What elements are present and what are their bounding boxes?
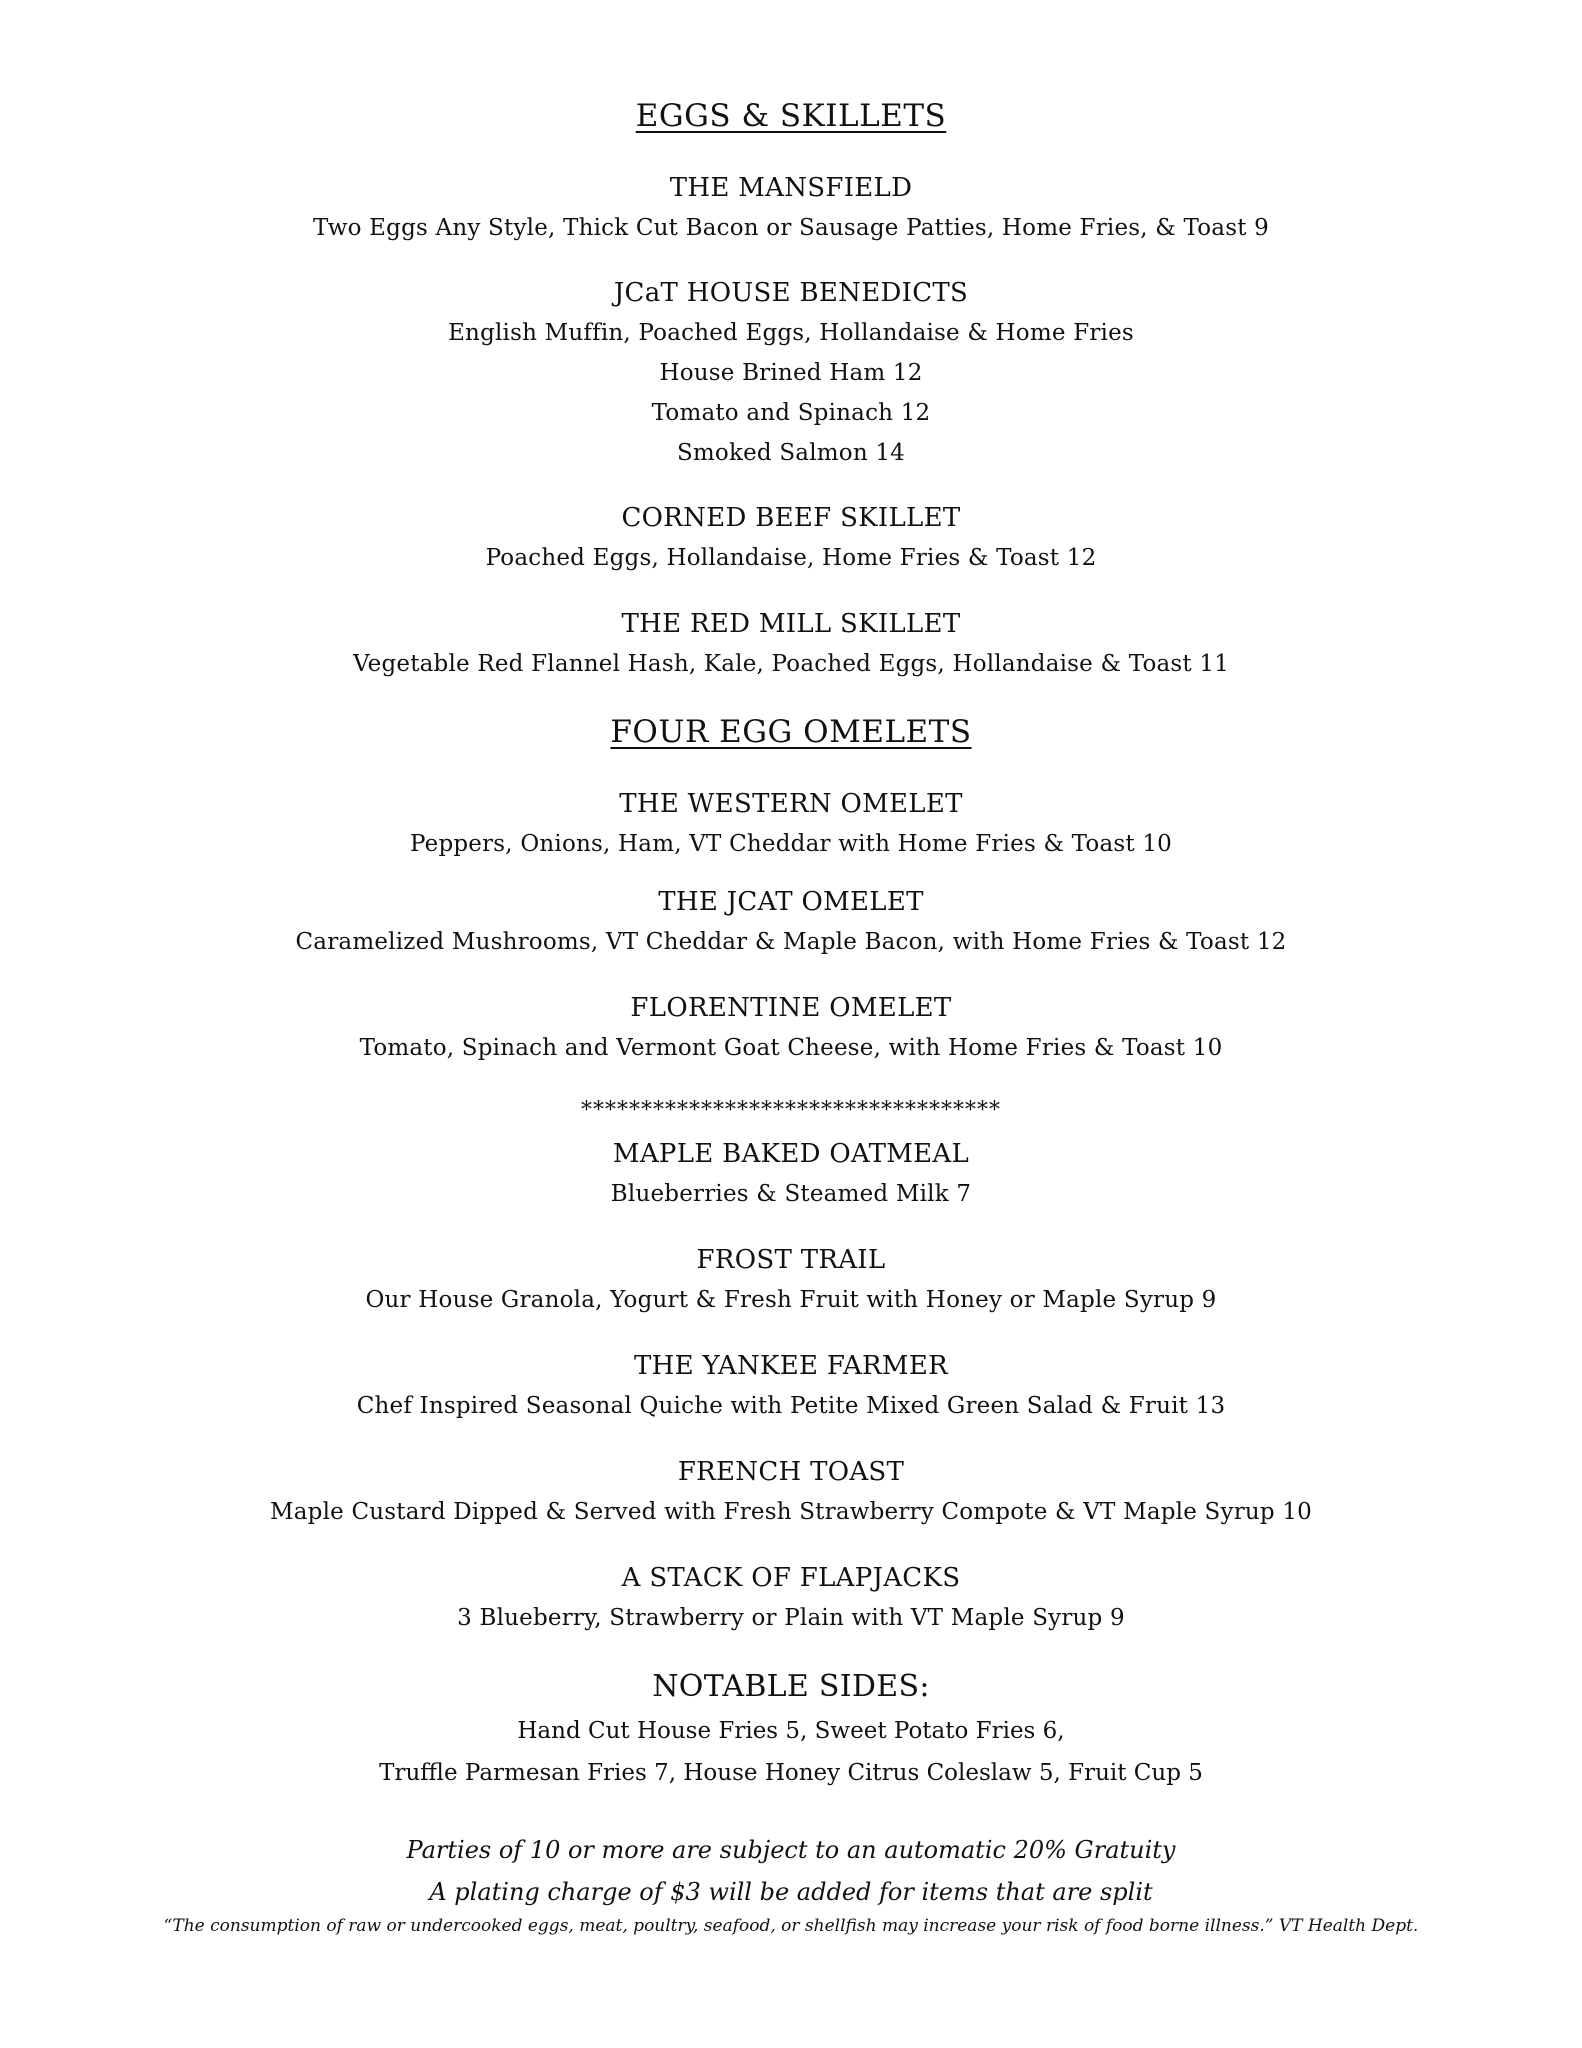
item-description: Caramelized Mushrooms, VT Cheddar & Maple Bacon, with Home Fries & Toast 12: [295, 929, 1287, 955]
item-name: THE JCAT OMELET: [658, 887, 924, 917]
item-name: FLORENTINE OMELET: [630, 993, 952, 1023]
menu-item-yankee-farmer: [0, 1346, 1582, 1426]
item-name: THE MANSFIELD: [669, 173, 913, 203]
health-disclaimer: “The consumption of raw or undercooked eggs, meat, poultry, seafood, or shellfish may increase your risk of food borne illness.” VT Health Dept.: [163, 1916, 1419, 1936]
sides-list: [0, 1710, 1582, 1794]
item-name: CORNED BEEF SKILLET: [621, 503, 961, 533]
item-description: Blueberries & Steamed Milk 7: [610, 1181, 972, 1207]
menu-item-corned-beef-skillet: [0, 498, 1582, 578]
menu-item-jcat-omelet: [0, 882, 1582, 962]
item-description: Tomato, Spinach and Vermont Goat Cheese, with Home Fries & Toast 10: [359, 1035, 1223, 1061]
item-name: THE RED MILL SKILLET: [621, 609, 961, 639]
item-name: FRENCH TOAST: [677, 1457, 905, 1487]
item-option: Tomato and Spinach 12: [651, 400, 931, 426]
item-name: MAPLE BAKED OATMEAL: [612, 1139, 970, 1169]
menu-item-maple-baked-oatmeal: [0, 1134, 1582, 1214]
item-description: English Muffin, Poached Eggs, Hollandaise & Home Fries: [448, 320, 1134, 346]
item-description: Peppers, Onions, Ham, VT Cheddar with Home Fries & Toast 10: [410, 831, 1172, 857]
asterisk-divider: ***********************************: [581, 1098, 1001, 1123]
item-option: House Brined Ham 12: [659, 360, 923, 386]
menu-item-frost-trail: [0, 1240, 1582, 1320]
item-description: Maple Custard Dipped & Served with Fresh Strawberry Compote & VT Maple Syrup 10: [269, 1499, 1313, 1525]
item-description: Poached Eggs, Hollandaise, Home Fries & Toast 12: [485, 545, 1097, 571]
section-title-omelets: FOUR EGG OMELETS: [610, 714, 972, 750]
item-description: Our House Granola, Yogurt & Fresh Fruit with Honey or Maple Syrup 9: [365, 1287, 1217, 1313]
item-description: Chef Inspired Seasonal Quiche with Petite Mixed Green Salad & Fruit 13: [356, 1393, 1226, 1419]
menu-item-flapjacks: [0, 1558, 1582, 1638]
item-description: Two Eggs Any Style, Thick Cut Bacon or Sausage Patties, Home Fries, & Toast 9: [313, 215, 1269, 241]
item-name: THE YANKEE FARMER: [634, 1351, 948, 1381]
menu-item-western-omelet: [0, 784, 1582, 864]
menu-item-red-mill-skillet: [0, 604, 1582, 684]
gratuity-note: Parties of 10 or more are subject to an automatic 20% Gratuity: [406, 1836, 1176, 1864]
item-option: Smoked Salmon 14: [676, 440, 906, 466]
item-name: A STACK OF FLAPJACKS: [621, 1563, 961, 1593]
menu-item-florentine-omelet: [0, 988, 1582, 1068]
menu-item-french-toast: [0, 1452, 1582, 1532]
sides-line: Hand Cut House Fries 5, Sweet Potato Fries 6,: [517, 1718, 1065, 1744]
split-charge-note: A plating charge of $3 will be added for items that are split: [429, 1878, 1153, 1906]
sides-line: Truffle Parmesan Fries 7, House Honey Citrus Coleslaw 5, Fruit Cup 5: [379, 1760, 1203, 1786]
section-title-notable-sides: NOTABLE SIDES:: [652, 1669, 930, 1704]
item-description: 3 Blueberry, Strawberry or Plain with VT Maple Syrup 9: [457, 1605, 1125, 1631]
menu-item-mansfield: [0, 168, 1582, 248]
item-description: Vegetable Red Flannel Hash, Kale, Poached Eggs, Hollandaise & Toast 11: [352, 651, 1230, 677]
menu-item-benedicts: [0, 273, 1582, 473]
item-name: FROST TRAIL: [696, 1245, 886, 1275]
item-name: JCaT HOUSE BENEDICTS: [613, 278, 969, 308]
item-name: THE WESTERN OMELET: [619, 789, 963, 819]
section-title-eggs-skillets: EGGS & SKILLETS: [635, 98, 947, 134]
